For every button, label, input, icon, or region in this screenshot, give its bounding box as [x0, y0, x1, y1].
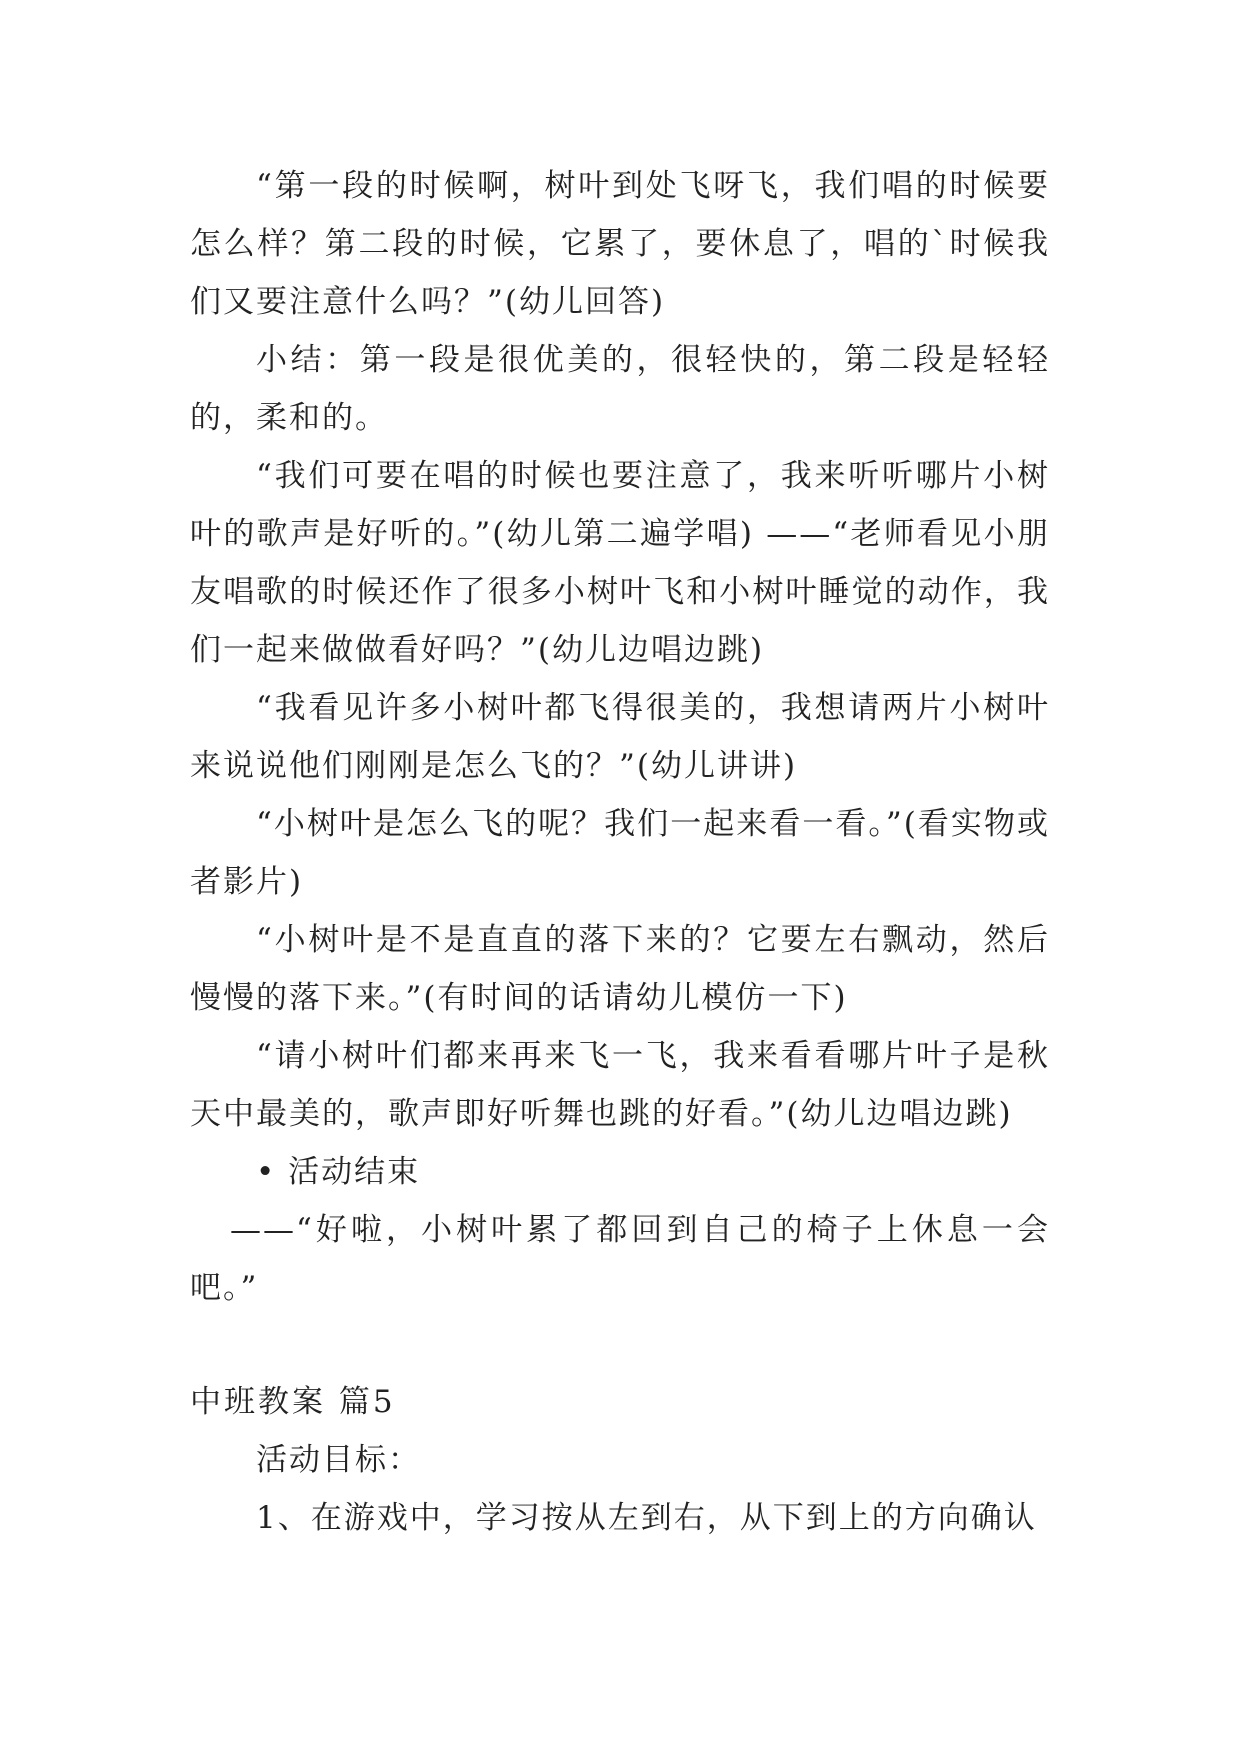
- activity-end-heading: • 活动结束: [256, 1154, 421, 1190]
- paragraph-second-singing: “我们可要在唱的时候也要注意了，我来听听哪片小树叶的歌声是好听的。”(幼儿第二遍学唱) ——“老师看见小朋友唱歌的时候还作了很多小树叶飞和小树叶睡觉的动作，我们一起来做做看好吗？”(幼儿边唱边跳): [190, 458, 1050, 668]
- paragraph-leaves-flying-question: “我看见许多小树叶都飞得很美的，我想请两片小树叶来说说他们刚刚是怎么飞的？”(幼儿讲讲): [190, 690, 1050, 784]
- paragraph-falling-leaves: “小树叶是不是直直的落下来的？它要左右飘动，然后慢慢的落下来。”(有时间的话请幼儿模仿一下): [190, 922, 1050, 1016]
- section-title: 中班教案 篇5: [190, 1384, 396, 1420]
- paragraph-rest: ——“好啦，小树叶累了都回到自己的椅子上休息一会吧。”: [190, 1212, 1050, 1306]
- document-body: [190, 157, 1050, 1547]
- paragraph-summary: 小结：第一段是很优美的，很轻快的，第二段是轻轻的，柔和的。: [190, 342, 1050, 436]
- paragraph-song-sections-question: “第一段的时候啊，树叶到处飞呀飞，我们唱的时候要怎么样？第二段的时候，它累了，要休息了，唱的`时候我们又要注意什么吗？”(幼儿回答): [190, 168, 1050, 320]
- activity-goals-heading: 活动目标：: [256, 1442, 421, 1478]
- goal-item-1: 1、在游戏中，学习按从左到右，从下到上的方向确认: [256, 1500, 1037, 1536]
- paragraph-fly-again: “请小树叶们都来再来飞一飞，我来看看哪片叶子是秋天中最美的，歌声即好听舞也跳的好看。”(幼儿边唱边跳): [190, 1038, 1050, 1132]
- paragraph-watch-real-objects: “小树叶是怎么飞的呢？我们一起来看一看。”(看实物或者影片): [190, 806, 1050, 900]
